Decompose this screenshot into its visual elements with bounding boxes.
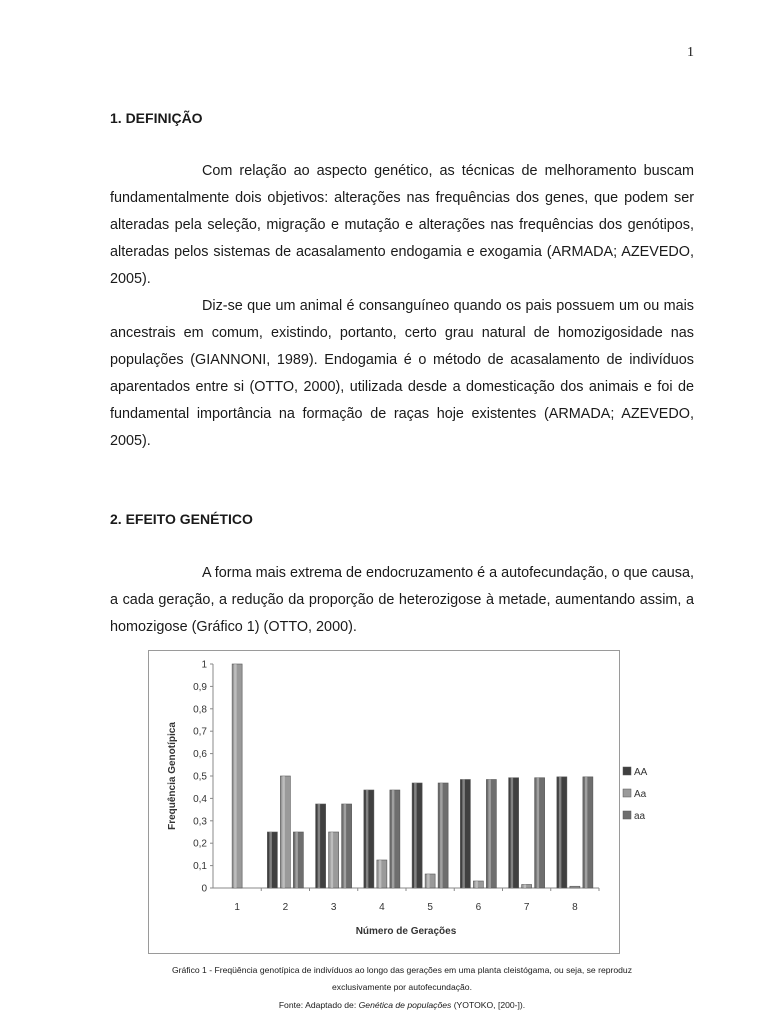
bar-highlight [269,832,272,888]
legend-swatch-aa [623,789,631,797]
bar-aa-gen-2 [280,776,290,888]
x-axis-title: Número de Gerações [355,926,457,937]
x-tick-label: 7 [523,902,530,913]
genotype-frequency-chart [149,651,648,953]
bar-aa-gen-7 [509,778,519,888]
bar-highlight [295,832,298,888]
figure-caption-line-1: Gráfico 1 - Freqüência genotípica de indivíduos ao longo das gerações em uma planta cleistógama, ou seja, se reproduz [171,965,633,975]
bar-aa-gen-4 [364,790,374,888]
y-tick-label: 0,2 [193,838,207,850]
bar-aa-gen-2 [293,832,303,888]
bar-highlight [462,780,465,889]
bar-highlight [559,777,562,888]
bar-highlight [234,664,237,888]
bar-aa-gen-8 [570,886,580,888]
x-tick-label: 4 [379,902,385,913]
figure-caption-line-2: exclusivamente por autofecundação. [332,982,472,992]
source-suffix: (YOTOKO, [200-]). [451,1000,526,1010]
x-tick-label: 1 [234,902,240,913]
bar-aa-gen-6 [460,780,470,889]
bar-highlight [427,874,430,888]
bar-highlight [475,881,478,888]
x-tick-label: 3 [330,902,337,913]
bar-highlight [379,860,382,888]
bar-highlight [344,804,347,888]
bar-aa-gen-3 [342,804,352,888]
y-tick-label: 0,6 [193,749,207,761]
bar-aa-gen-7 [522,885,532,889]
bar-highlight [414,783,417,888]
bar-highlight [282,776,285,888]
bar-aa-gen-3 [316,804,326,888]
section-heading-genetic-effect: 2. EFEITO GENÉTICO [110,511,253,527]
bar-aa-gen-4 [390,790,400,888]
x-tick-label: 2 [282,902,289,913]
y-axis-title: Frequência Genotípica [167,722,178,830]
page-number: 1 [687,45,694,60]
y-tick-label: 0,4 [193,793,207,805]
section-heading-definition: 1. DEFINIÇÃO [110,110,203,126]
source-prefix: Fonte: Adaptado de: [278,1000,359,1010]
bar-aa-gen-5 [425,874,435,888]
bar-aa-gen-7 [535,778,545,888]
legend-label-aa: AA [634,767,648,778]
bar-highlight [585,777,588,888]
y-tick-label: 0,7 [193,726,207,738]
y-tick-label: 0,1 [193,861,207,873]
bar-highlight [331,832,334,888]
paragraph-definition-1: Com relação ao aspecto genético, as técnicas de melhoramento buscam fundamentalmente dois objetivos: alterações nas frequências dos genes, que podem ser alteradas pela seleção, migração e mutação e alterações nas frequências dos genótipos, alteradas pelos sistemas de acasalamento endogamia e exogamia (ARMADA; AZEVEDO, 2005). [110,163,694,287]
bar-aa-gen-5 [438,783,448,888]
y-tick-label: 0,9 [193,681,207,693]
bar-aa-gen-8 [557,777,567,888]
bar-highlight [440,783,443,888]
bar-aa-gen-5 [412,783,422,888]
bar-aa-gen-3 [329,832,339,888]
x-tick-label: 5 [427,902,433,913]
chart-frame [148,650,648,954]
x-tick-label: 6 [475,902,482,913]
bar-aa-gen-1 [232,664,242,888]
bar-aa-gen-2 [267,832,277,888]
paragraph-definition-2: Diz-se que um animal é consanguíneo quando os pais possuem um ou mais ancestrais em comum, existindo, portanto, certo grau natural de homozigosidade nas populações (GIANNONI, 1989). Endogamia é o método de acasalamento de indivíduos aparentados entre si (OTTO, 2000), utilizada desde a domesticação dos animais e foi de fundamental importância na formação de raças hoje existentes (ARMADA; AZEVEDO, 2005). [110,298,694,449]
figure-source [110,997,694,1014]
y-tick-label: 0 [201,883,207,895]
legend-label-aa: Aa [634,789,647,800]
bar-highlight [537,778,540,888]
bar-aa-gen-6 [473,881,483,888]
bar-aa-gen-4 [377,860,387,888]
bar-aa-gen-8 [583,777,593,888]
bar-highlight [524,885,527,889]
paragraph-genetic-effect: A forma mais extrema de endocruzamento é a autofecundação, o que causa, a cada geração, a redução da proporção de heterozigose à metade, aumentando assim, a homozigose (Gráfico 1) (OTTO, 2000). [110,565,694,635]
legend-swatch-aa [623,767,631,775]
legend-swatch-aa [623,811,631,819]
y-tick-label: 0,8 [193,704,207,716]
bar-aa-gen-6 [486,780,496,889]
legend-label-aa: aa [634,811,646,822]
x-tick-label: 8 [572,902,578,913]
bar-highlight [366,790,369,888]
y-tick-label: 0,5 [193,771,207,783]
source-title: Genética de populações [358,1000,452,1010]
y-tick-label: 0,3 [193,816,207,828]
bar-highlight [318,804,321,888]
y-tick-label: 1 [201,659,207,671]
bar-highlight [511,778,514,888]
bar-highlight [392,790,395,888]
bar-highlight [488,780,491,889]
